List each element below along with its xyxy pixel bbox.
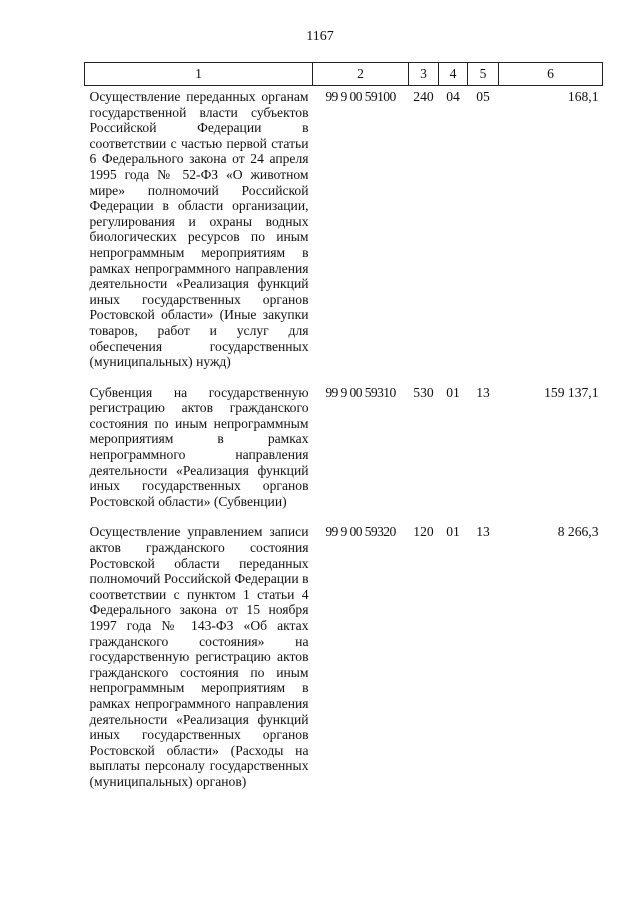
- table-row: [85, 86, 603, 382]
- row-vr: 530: [413, 384, 434, 400]
- column-header-vr: 3: [409, 63, 439, 86]
- table-row: [85, 382, 603, 522]
- row-rz: 01: [446, 384, 460, 400]
- row-pr: 13: [476, 384, 490, 400]
- row-vr: 120: [413, 524, 434, 540]
- row-code: 99 9 00 59100: [325, 89, 396, 104]
- row-name: Осуществление переданных органам государственной власти субъектов Российской Федерации в соответствии с частью первой статьи 6 Федерального закона от 24 апреля 1995 года № 52-ФЗ «О животном мире» полномочий Российской Федерации в области организации, регулирования и охраны водных биологических ресурсов по иным непрограммным мероприятиям в рамках непрограммного направления деятельности «Реализация функций иных государственных органов Ростовской области» (Иные закупки товаров, работ и услуг для обеспечения государственных (муниципальных) нужд): [89, 89, 309, 370]
- page-number: 1167: [306, 29, 334, 44]
- column-header-rz: 4: [439, 63, 468, 86]
- table-header-row: [85, 63, 603, 86]
- row-vr: 240: [413, 89, 434, 104]
- budget-table: [84, 62, 603, 802]
- table-row: [85, 521, 603, 801]
- row-sum: 8 266,3: [557, 524, 599, 540]
- row-sum: 168,1: [567, 89, 599, 104]
- row-sum: 159 137,1: [544, 384, 599, 400]
- column-header-pr: 5: [468, 63, 499, 86]
- row-code: 99 9 00 59320: [325, 524, 396, 540]
- column-header-code: 2: [313, 63, 409, 86]
- row-name: Осуществление управлением записи актов гражданского состояния Ростовской области переданных полномочий Российской Федерации в соответствии с пунктом 1 статьи 4 Федерального закона от 15 ноября 1997 года № 143-ФЗ «Об актах гражданского состояния» на государственную регистрацию актов гражданского состояния по иным непрограммным мероприятиям в рамках непрограммного направления деятельности «Реализация функций иных государственных органов Ростовской области» (Расходы на выплаты персоналу государственных (муниципальных) органов): [89, 524, 309, 789]
- column-header-name: 1: [85, 63, 313, 86]
- row-name: Субвенция на государственную регистрацию актов гражданского состояния по иным непрограммным мероприятиям в рамках непрограммного направления деятельности «Реализация функций иных государственных органов Ростовской области» (Субвенции): [89, 384, 309, 509]
- row-rz: 04: [446, 89, 460, 104]
- row-pr: 05: [476, 89, 490, 104]
- row-rz: 01: [446, 524, 460, 540]
- row-pr: 13: [476, 524, 490, 540]
- column-header-sum: 6: [499, 63, 603, 86]
- row-code: 99 9 00 59310: [325, 384, 396, 400]
